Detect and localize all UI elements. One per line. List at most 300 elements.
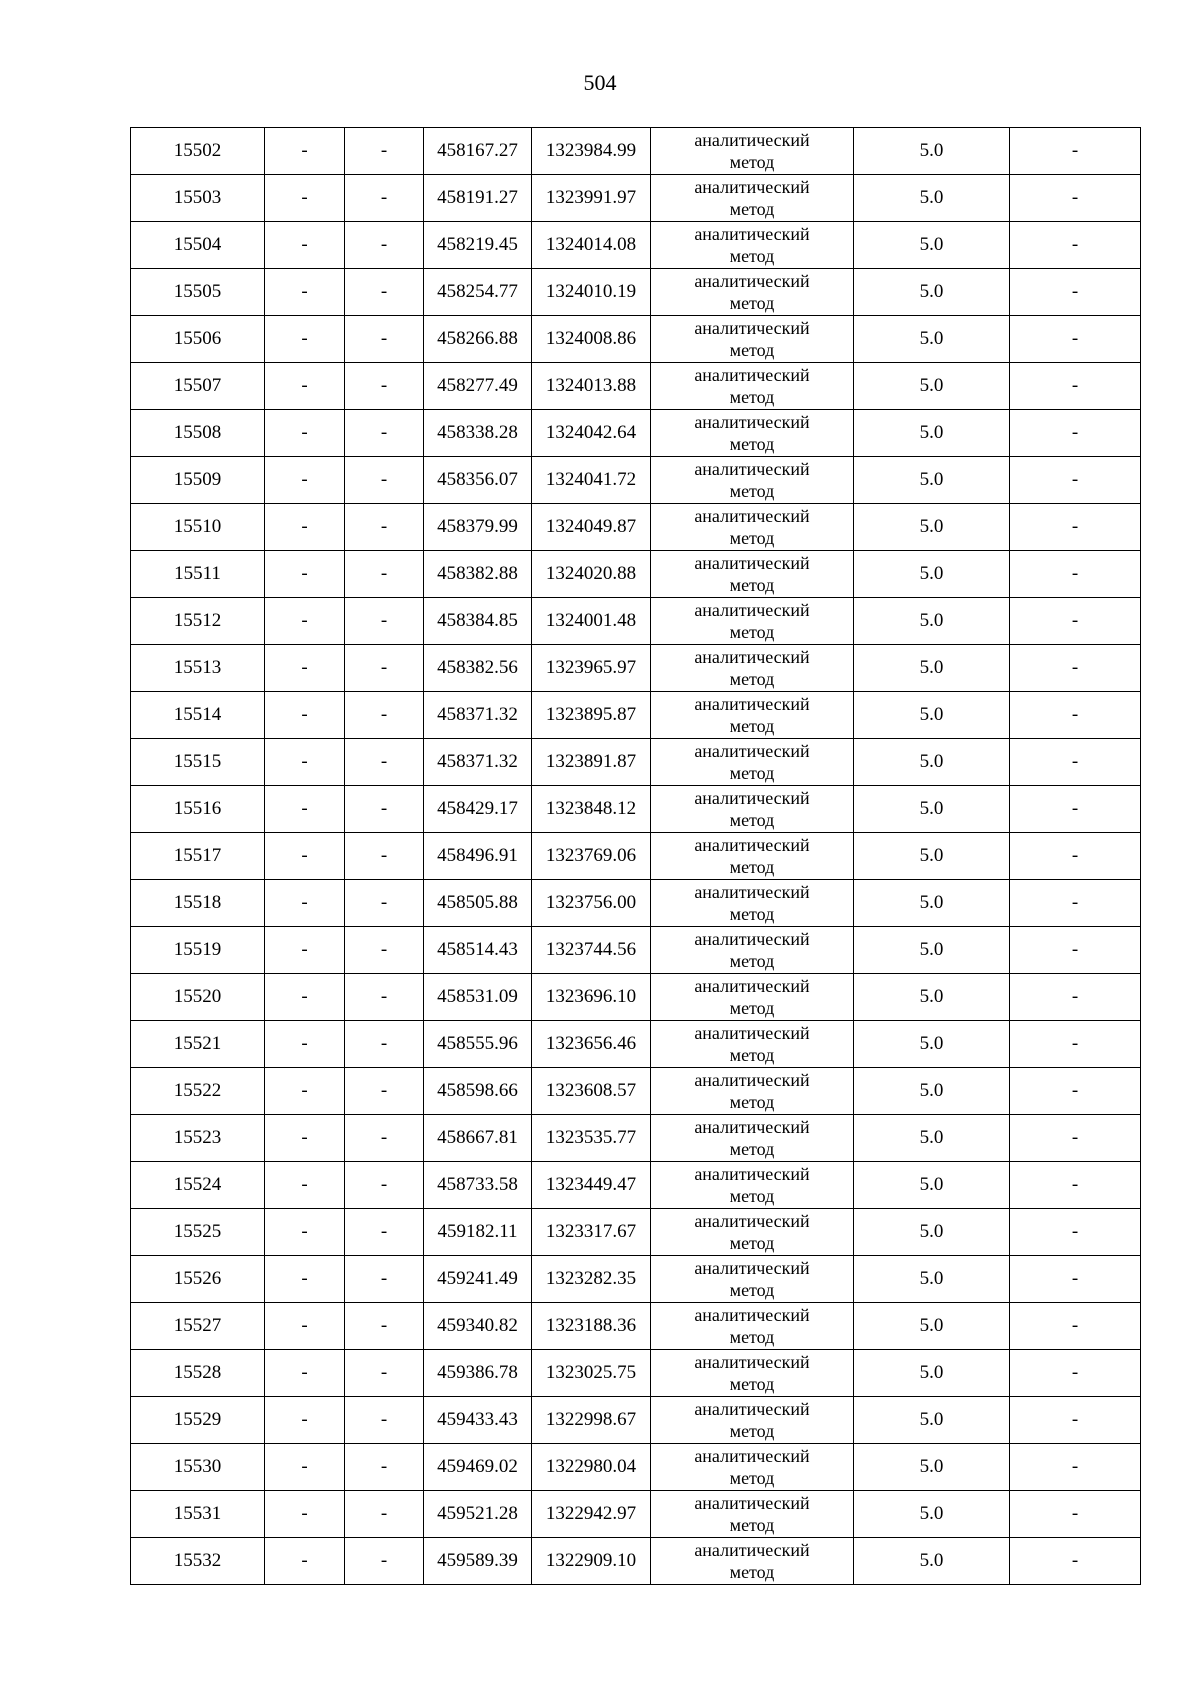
cell-y-coordinate: 1323608.57 (532, 1068, 651, 1115)
cell-y-coordinate: 1323449.47 (532, 1162, 651, 1209)
cell-method (651, 1162, 854, 1209)
cell-empty-dash: - (1010, 1021, 1141, 1068)
cell-method (651, 1538, 854, 1585)
cell-x-coordinate: 458266.88 (424, 316, 532, 363)
table-row (131, 880, 1141, 927)
cell-method (651, 1491, 854, 1538)
cell-y-coordinate: 1324014.08 (532, 222, 651, 269)
cell-empty-dash: - (265, 1162, 345, 1209)
cell-empty-dash: - (265, 1397, 345, 1444)
cell-empty-dash: - (345, 1115, 424, 1162)
cell-x-coordinate: 458382.88 (424, 551, 532, 598)
cell-x-coordinate: 458191.27 (424, 175, 532, 222)
cell-empty-dash: - (1010, 833, 1141, 880)
cell-empty-dash: - (265, 1021, 345, 1068)
cell-empty-dash: - (1010, 927, 1141, 974)
method-line-1: аналитический (694, 553, 810, 573)
cell-empty-dash: - (1010, 1444, 1141, 1491)
method-line-1: аналитический (694, 1540, 810, 1560)
cell-empty-dash: - (345, 1256, 424, 1303)
method-line-2: метод (729, 152, 775, 172)
cell-point-number: 15518 (131, 880, 265, 927)
cell-x-coordinate: 458338.28 (424, 410, 532, 457)
cell-empty-dash: - (265, 1256, 345, 1303)
table-row (131, 1303, 1141, 1350)
cell-method (651, 269, 854, 316)
cell-x-coordinate: 458733.58 (424, 1162, 532, 1209)
table-row (131, 833, 1141, 880)
cell-empty-dash: - (1010, 175, 1141, 222)
cell-point-number: 15521 (131, 1021, 265, 1068)
cell-empty-dash: - (265, 880, 345, 927)
cell-empty-dash: - (345, 128, 424, 175)
method-line-2: метод (729, 434, 775, 454)
cell-accuracy: 5.0 (854, 645, 1010, 692)
cell-point-number: 15528 (131, 1350, 265, 1397)
cell-x-coordinate: 458371.32 (424, 692, 532, 739)
cell-accuracy: 5.0 (854, 504, 1010, 551)
cell-accuracy: 5.0 (854, 786, 1010, 833)
cell-x-coordinate: 458254.77 (424, 269, 532, 316)
cell-x-coordinate: 458371.32 (424, 739, 532, 786)
cell-accuracy: 5.0 (854, 1209, 1010, 1256)
cell-empty-dash: - (345, 833, 424, 880)
cell-empty-dash: - (265, 1115, 345, 1162)
cell-empty-dash: - (1010, 786, 1141, 833)
table-row (131, 1256, 1141, 1303)
cell-y-coordinate: 1323965.97 (532, 645, 651, 692)
cell-method (651, 504, 854, 551)
cell-method (651, 1303, 854, 1350)
method-line-1: аналитический (694, 1117, 810, 1137)
method-line-1: аналитический (694, 318, 810, 338)
method-line-2: метод (729, 246, 775, 266)
cell-empty-dash: - (1010, 1162, 1141, 1209)
method-line-1: аналитический (694, 1211, 810, 1231)
cell-method (651, 598, 854, 645)
cell-empty-dash: - (265, 974, 345, 1021)
cell-empty-dash: - (265, 551, 345, 598)
cell-accuracy: 5.0 (854, 1491, 1010, 1538)
cell-empty-dash: - (1010, 551, 1141, 598)
cell-y-coordinate: 1323756.00 (532, 880, 651, 927)
method-line-2: метод (729, 1233, 775, 1253)
cell-accuracy: 5.0 (854, 1068, 1010, 1115)
cell-empty-dash: - (265, 598, 345, 645)
cell-empty-dash: - (265, 1303, 345, 1350)
cell-empty-dash: - (1010, 1350, 1141, 1397)
method-line-1: аналитический (694, 177, 810, 197)
cell-empty-dash: - (345, 175, 424, 222)
cell-y-coordinate: 1323282.35 (532, 1256, 651, 1303)
method-line-2: метод (729, 1374, 775, 1394)
cell-accuracy: 5.0 (854, 1162, 1010, 1209)
cell-y-coordinate: 1324013.88 (532, 363, 651, 410)
cell-point-number: 15516 (131, 786, 265, 833)
cell-method (651, 175, 854, 222)
table-row (131, 504, 1141, 551)
cell-method (651, 645, 854, 692)
cell-empty-dash: - (345, 786, 424, 833)
cell-empty-dash: - (1010, 316, 1141, 363)
cell-empty-dash: - (265, 363, 345, 410)
method-line-2: метод (729, 716, 775, 736)
cell-empty-dash: - (345, 739, 424, 786)
cell-x-coordinate: 459589.39 (424, 1538, 532, 1585)
cell-empty-dash: - (1010, 269, 1141, 316)
table-row (131, 269, 1141, 316)
cell-empty-dash: - (265, 739, 345, 786)
cell-x-coordinate: 459340.82 (424, 1303, 532, 1350)
method-line-2: метод (729, 199, 775, 219)
method-line-2: метод (729, 528, 775, 548)
method-line-1: аналитический (694, 1070, 810, 1090)
cell-accuracy: 5.0 (854, 1397, 1010, 1444)
cell-empty-dash: - (345, 1350, 424, 1397)
cell-y-coordinate: 1323696.10 (532, 974, 651, 1021)
method-line-2: метод (729, 763, 775, 783)
cell-empty-dash: - (265, 692, 345, 739)
cell-empty-dash: - (265, 645, 345, 692)
table-row (131, 1209, 1141, 1256)
cell-y-coordinate: 1324001.48 (532, 598, 651, 645)
cell-empty-dash: - (265, 833, 345, 880)
method-line-1: аналитический (694, 1493, 810, 1513)
method-line-1: аналитический (694, 506, 810, 526)
method-line-1: аналитический (694, 1352, 810, 1372)
cell-accuracy: 5.0 (854, 974, 1010, 1021)
cell-y-coordinate: 1323744.56 (532, 927, 651, 974)
table-row (131, 739, 1141, 786)
cell-y-coordinate: 1324008.86 (532, 316, 651, 363)
method-line-1: аналитический (694, 1399, 810, 1419)
method-line-2: метод (729, 1139, 775, 1159)
cell-empty-dash: - (1010, 1209, 1141, 1256)
table-row (131, 1491, 1141, 1538)
cell-method (651, 1350, 854, 1397)
table-row (131, 786, 1141, 833)
method-line-1: аналитический (694, 224, 810, 244)
cell-accuracy: 5.0 (854, 222, 1010, 269)
cell-accuracy: 5.0 (854, 1444, 1010, 1491)
cell-x-coordinate: 458382.56 (424, 645, 532, 692)
cell-x-coordinate: 459469.02 (424, 1444, 532, 1491)
method-line-2: метод (729, 669, 775, 689)
table-row (131, 1068, 1141, 1115)
cell-y-coordinate: 1323535.77 (532, 1115, 651, 1162)
cell-empty-dash: - (1010, 222, 1141, 269)
cell-empty-dash: - (265, 222, 345, 269)
cell-empty-dash: - (1010, 598, 1141, 645)
table-row (131, 410, 1141, 457)
cell-method (651, 410, 854, 457)
cell-empty-dash: - (1010, 128, 1141, 175)
cell-accuracy: 5.0 (854, 363, 1010, 410)
cell-empty-dash: - (345, 1209, 424, 1256)
cell-y-coordinate: 1322998.67 (532, 1397, 651, 1444)
table-row (131, 128, 1141, 175)
cell-accuracy: 5.0 (854, 1303, 1010, 1350)
cell-method (651, 739, 854, 786)
table-row (131, 1115, 1141, 1162)
cell-point-number: 15507 (131, 363, 265, 410)
method-line-2: метод (729, 481, 775, 501)
table-row (131, 551, 1141, 598)
method-line-1: аналитический (694, 929, 810, 949)
page-number: 504 (583, 70, 617, 95)
cell-method (651, 222, 854, 269)
cell-point-number: 15505 (131, 269, 265, 316)
method-line-1: аналитический (694, 130, 810, 150)
cell-method (651, 833, 854, 880)
method-line-1: аналитический (694, 1164, 810, 1184)
cell-method (651, 927, 854, 974)
cell-y-coordinate: 1322980.04 (532, 1444, 651, 1491)
cell-empty-dash: - (265, 1491, 345, 1538)
cell-empty-dash: - (265, 175, 345, 222)
cell-accuracy: 5.0 (854, 739, 1010, 786)
method-line-2: метод (729, 1515, 775, 1535)
method-line-1: аналитический (694, 694, 810, 714)
cell-empty-dash: - (345, 363, 424, 410)
cell-y-coordinate: 1323025.75 (532, 1350, 651, 1397)
coordinates-table (130, 127, 1141, 1585)
cell-empty-dash: - (1010, 880, 1141, 927)
method-line-1: аналитический (694, 741, 810, 761)
cell-point-number: 15512 (131, 598, 265, 645)
method-line-1: аналитический (694, 835, 810, 855)
cell-empty-dash: - (1010, 1068, 1141, 1115)
method-line-1: аналитический (694, 459, 810, 479)
cell-empty-dash: - (265, 504, 345, 551)
cell-accuracy: 5.0 (854, 833, 1010, 880)
cell-x-coordinate: 458496.91 (424, 833, 532, 880)
cell-accuracy: 5.0 (854, 128, 1010, 175)
cell-empty-dash: - (1010, 504, 1141, 551)
cell-empty-dash: - (1010, 739, 1141, 786)
cell-method (651, 1256, 854, 1303)
table-row (131, 1350, 1141, 1397)
cell-empty-dash: - (345, 598, 424, 645)
cell-point-number: 15502 (131, 128, 265, 175)
cell-empty-dash: - (345, 222, 424, 269)
cell-empty-dash: - (265, 786, 345, 833)
cell-empty-dash: - (345, 1538, 424, 1585)
method-line-2: метод (729, 1468, 775, 1488)
cell-x-coordinate: 459433.43 (424, 1397, 532, 1444)
cell-empty-dash: - (345, 692, 424, 739)
cell-accuracy: 5.0 (854, 457, 1010, 504)
cell-point-number: 15529 (131, 1397, 265, 1444)
cell-point-number: 15524 (131, 1162, 265, 1209)
cell-method (651, 1115, 854, 1162)
cell-x-coordinate: 458505.88 (424, 880, 532, 927)
cell-y-coordinate: 1324041.72 (532, 457, 651, 504)
cell-y-coordinate: 1323656.46 (532, 1021, 651, 1068)
cell-accuracy: 5.0 (854, 175, 1010, 222)
table-body (131, 128, 1141, 1585)
cell-point-number: 15514 (131, 692, 265, 739)
cell-point-number: 15513 (131, 645, 265, 692)
cell-method (651, 974, 854, 1021)
method-line-2: метод (729, 904, 775, 924)
cell-y-coordinate: 1323317.67 (532, 1209, 651, 1256)
cell-y-coordinate: 1323848.12 (532, 786, 651, 833)
cell-point-number: 15509 (131, 457, 265, 504)
cell-point-number: 15510 (131, 504, 265, 551)
cell-empty-dash: - (265, 1350, 345, 1397)
cell-point-number: 15530 (131, 1444, 265, 1491)
method-line-2: метод (729, 1562, 775, 1582)
method-line-1: аналитический (694, 1023, 810, 1043)
cell-accuracy: 5.0 (854, 551, 1010, 598)
table-row (131, 927, 1141, 974)
method-line-1: аналитический (694, 1305, 810, 1325)
cell-method (651, 1021, 854, 1068)
cell-empty-dash: - (345, 974, 424, 1021)
table-row (131, 175, 1141, 222)
method-line-1: аналитический (694, 1258, 810, 1278)
method-line-2: метод (729, 1327, 775, 1347)
method-line-2: метод (729, 387, 775, 407)
cell-accuracy: 5.0 (854, 316, 1010, 363)
cell-point-number: 15525 (131, 1209, 265, 1256)
cell-empty-dash: - (265, 1444, 345, 1491)
cell-point-number: 15522 (131, 1068, 265, 1115)
cell-point-number: 15520 (131, 974, 265, 1021)
table-row (131, 692, 1141, 739)
cell-method (651, 1444, 854, 1491)
table-row (131, 1162, 1141, 1209)
cell-accuracy: 5.0 (854, 692, 1010, 739)
table-row (131, 645, 1141, 692)
cell-y-coordinate: 1323991.97 (532, 175, 651, 222)
cell-empty-dash: - (345, 1068, 424, 1115)
cell-point-number: 15531 (131, 1491, 265, 1538)
table-row (131, 363, 1141, 410)
cell-y-coordinate: 1324042.64 (532, 410, 651, 457)
cell-empty-dash: - (345, 1021, 424, 1068)
method-line-2: метод (729, 810, 775, 830)
cell-x-coordinate: 459182.11 (424, 1209, 532, 1256)
method-line-1: аналитический (694, 976, 810, 996)
cell-method (651, 457, 854, 504)
cell-accuracy: 5.0 (854, 927, 1010, 974)
cell-empty-dash: - (265, 410, 345, 457)
method-line-1: аналитический (694, 788, 810, 808)
table-row (131, 1021, 1141, 1068)
cell-y-coordinate: 1324020.88 (532, 551, 651, 598)
method-line-1: аналитический (694, 412, 810, 432)
cell-accuracy: 5.0 (854, 1538, 1010, 1585)
method-line-2: метод (729, 998, 775, 1018)
cell-y-coordinate: 1323895.87 (532, 692, 651, 739)
method-line-2: метод (729, 340, 775, 360)
cell-method (651, 786, 854, 833)
cell-empty-dash: - (1010, 457, 1141, 504)
cell-point-number: 15506 (131, 316, 265, 363)
cell-empty-dash: - (345, 457, 424, 504)
cell-empty-dash: - (1010, 1115, 1141, 1162)
method-line-2: метод (729, 1092, 775, 1112)
cell-empty-dash: - (1010, 1303, 1141, 1350)
cell-y-coordinate: 1322909.10 (532, 1538, 651, 1585)
method-line-1: аналитический (694, 365, 810, 385)
cell-x-coordinate: 458167.27 (424, 128, 532, 175)
cell-empty-dash: - (345, 269, 424, 316)
cell-empty-dash: - (1010, 1256, 1141, 1303)
cell-x-coordinate: 459521.28 (424, 1491, 532, 1538)
cell-empty-dash: - (345, 316, 424, 363)
cell-accuracy: 5.0 (854, 1256, 1010, 1303)
cell-method (651, 1209, 854, 1256)
table-row (131, 457, 1141, 504)
cell-accuracy: 5.0 (854, 1021, 1010, 1068)
cell-empty-dash: - (1010, 1397, 1141, 1444)
cell-method (651, 1397, 854, 1444)
cell-empty-dash: - (1010, 1538, 1141, 1585)
table-row (131, 1397, 1141, 1444)
cell-method (651, 128, 854, 175)
table-row (131, 974, 1141, 1021)
cell-x-coordinate: 458219.45 (424, 222, 532, 269)
cell-empty-dash: - (345, 551, 424, 598)
cell-empty-dash: - (345, 1444, 424, 1491)
cell-y-coordinate: 1323891.87 (532, 739, 651, 786)
cell-empty-dash: - (345, 1162, 424, 1209)
cell-empty-dash: - (265, 457, 345, 504)
cell-x-coordinate: 458555.96 (424, 1021, 532, 1068)
method-line-1: аналитический (694, 882, 810, 902)
method-line-1: аналитический (694, 647, 810, 667)
cell-point-number: 15515 (131, 739, 265, 786)
cell-x-coordinate: 458667.81 (424, 1115, 532, 1162)
cell-empty-dash: - (265, 927, 345, 974)
cell-y-coordinate: 1323984.99 (532, 128, 651, 175)
cell-method (651, 880, 854, 927)
cell-point-number: 15523 (131, 1115, 265, 1162)
cell-method (651, 363, 854, 410)
cell-point-number: 15527 (131, 1303, 265, 1350)
cell-x-coordinate: 458514.43 (424, 927, 532, 974)
method-line-2: метод (729, 622, 775, 642)
method-line-2: метод (729, 857, 775, 877)
cell-method (651, 1068, 854, 1115)
method-line-1: аналитический (694, 600, 810, 620)
cell-x-coordinate: 458598.66 (424, 1068, 532, 1115)
method-line-2: метод (729, 293, 775, 313)
cell-x-coordinate: 459241.49 (424, 1256, 532, 1303)
method-line-2: метод (729, 951, 775, 971)
cell-point-number: 15532 (131, 1538, 265, 1585)
cell-method (651, 692, 854, 739)
method-line-1: аналитический (694, 1446, 810, 1466)
cell-method (651, 551, 854, 598)
method-line-2: метод (729, 575, 775, 595)
cell-empty-dash: - (265, 316, 345, 363)
cell-empty-dash: - (1010, 363, 1141, 410)
cell-accuracy: 5.0 (854, 269, 1010, 316)
cell-empty-dash: - (265, 1068, 345, 1115)
cell-x-coordinate: 458356.07 (424, 457, 532, 504)
cell-x-coordinate: 458531.09 (424, 974, 532, 1021)
cell-x-coordinate: 458384.85 (424, 598, 532, 645)
cell-empty-dash: - (265, 1209, 345, 1256)
cell-point-number: 15511 (131, 551, 265, 598)
method-line-2: метод (729, 1045, 775, 1065)
cell-empty-dash: - (345, 1491, 424, 1538)
cell-y-coordinate: 1322942.97 (532, 1491, 651, 1538)
